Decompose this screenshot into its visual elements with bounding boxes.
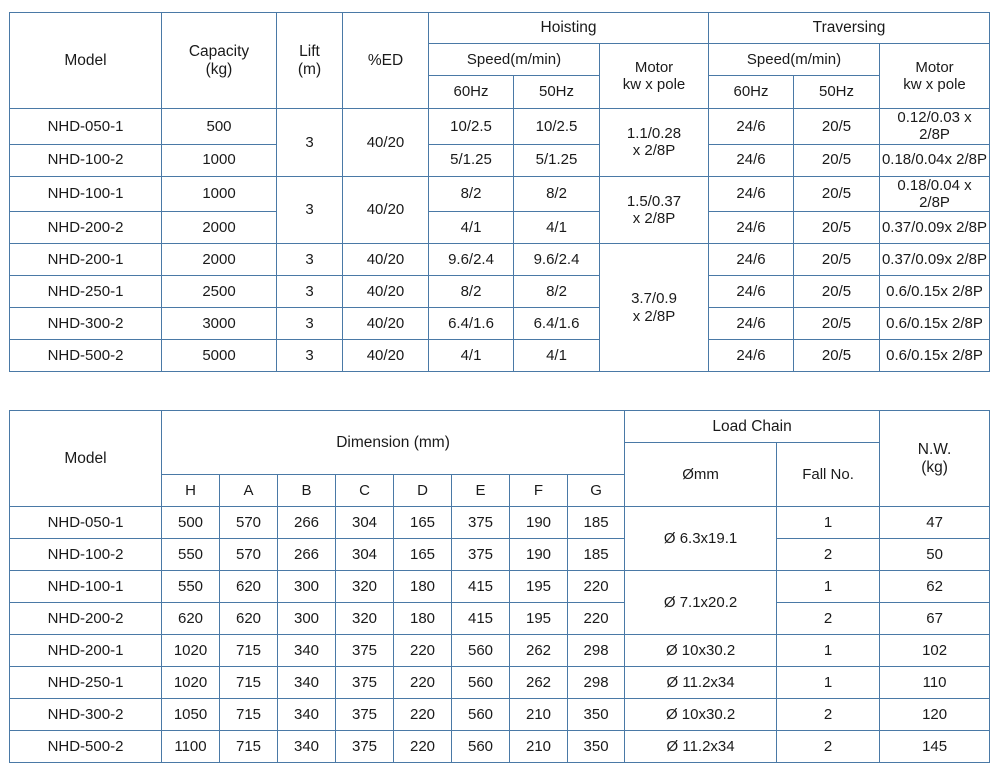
ed-cell: 40/20 [343,340,429,372]
dim-a-cell: 715 [220,731,278,763]
trav-60hz-cell: 24/6 [709,109,794,145]
hoist-60hz-cell: 4/1 [429,212,514,244]
hoist-50hz-cell: 4/1 [514,340,600,372]
dim-d-cell: 180 [394,603,452,635]
trav-60hz-cell: 24/6 [709,176,794,212]
dim-e-cell: 560 [452,731,510,763]
dim-d-cell: 220 [394,731,452,763]
lift-cell: 3 [277,176,343,244]
header-model: Model [10,411,162,507]
dim-e-cell: 415 [452,571,510,603]
nw-cell: 120 [880,699,990,731]
hoist-60hz-cell: 10/2.5 [429,109,514,145]
capacity-cell: 3000 [162,308,277,340]
trav-50hz-cell: 20/5 [794,276,880,308]
model-cell: NHD-100-2 [10,539,162,571]
model-cell: NHD-300-2 [10,699,162,731]
nw-cell: 50 [880,539,990,571]
header-dim-d: D [394,475,452,507]
table-row [10,340,990,372]
hoist-motor-line1: 1.5/0.37 [626,192,682,210]
dim-f-cell: 195 [510,571,568,603]
trav-motor-cell: 0.37/0.09x 2/8P [880,212,990,244]
dim-h-cell: 1020 [162,635,220,667]
chain-diameter-cell: Ø 11.2x34 [625,667,777,699]
table-row [10,109,990,145]
fall-no-cell: 1 [777,635,880,667]
model-cell: NHD-200-1 [10,635,162,667]
dim-d-cell: 220 [394,635,452,667]
nw-cell: 102 [880,635,990,667]
lift-cell: 3 [277,276,343,308]
trav-50hz-cell: 20/5 [794,212,880,244]
trav-motor-cell: 0.37/0.09x 2/8P [880,244,990,276]
header-traversing-60hz: 60Hz [709,76,794,109]
dim-a-cell: 715 [220,635,278,667]
table-row [10,212,990,244]
header-dim-h: H [162,475,220,507]
table-row [10,144,990,176]
dim-a-cell: 570 [220,539,278,571]
fall-no-cell: 1 [777,667,880,699]
trav-50hz-cell: 20/5 [794,176,880,212]
dim-c-cell: 375 [336,731,394,763]
header-capacity-label: Capacity [188,42,250,60]
ed-cell: 40/20 [343,276,429,308]
hoist-motor-line1: 1.1/0.28 [626,125,682,142]
chain-diameter-cell: Ø 6.3x19.1 [625,507,777,571]
table-row [10,507,990,539]
hoist-50hz-cell: 8/2 [514,176,600,212]
dim-b-cell: 340 [278,731,336,763]
table-row [10,667,990,699]
dim-g-cell: 350 [568,731,625,763]
table-row [10,244,990,276]
dim-c-cell: 320 [336,603,394,635]
dim-c-cell: 320 [336,571,394,603]
header-lift-unit: (m) [297,60,322,78]
trav-60hz-cell: 24/6 [709,144,794,176]
ed-cell: 40/20 [343,176,429,244]
dim-g-cell: 220 [568,571,625,603]
dim-g-cell: 220 [568,603,625,635]
fall-no-cell: 1 [777,507,880,539]
hoist-motor-line2: x 2/8P [632,209,676,227]
header-traversing-50hz: 50Hz [794,76,880,109]
dim-a-cell: 620 [220,571,278,603]
dim-d-cell: 165 [394,539,452,571]
trav-motor-cell: 0.6/0.15x 2/8P [880,308,990,340]
dim-f-cell: 190 [510,539,568,571]
ed-cell: 40/20 [343,308,429,340]
dim-e-cell: 375 [452,539,510,571]
trav-60hz-cell: 24/6 [709,340,794,372]
lift-cell: 3 [277,340,343,372]
model-cell: NHD-500-2 [10,340,162,372]
header-capacity [162,13,277,109]
hoist-60hz-cell: 6.4/1.6 [429,308,514,340]
dim-a-cell: 570 [220,507,278,539]
hoist-50hz-cell: 9.6/2.4 [514,244,600,276]
dim-g-cell: 298 [568,635,625,667]
dim-h-cell: 550 [162,539,220,571]
hoist-motor-line2: x 2/8P [632,142,676,160]
header-capacity-unit: (kg) [205,60,233,78]
dim-b-cell: 266 [278,539,336,571]
dim-h-cell: 550 [162,571,220,603]
capacity-cell: 1000 [162,144,277,176]
nw-cell: 47 [880,507,990,539]
dim-b-cell: 300 [278,571,336,603]
hoist-50hz-cell: 5/1.25 [514,144,600,176]
header-hoisting-motor-label: Motor [634,58,674,76]
nw-cell: 67 [880,603,990,635]
dim-a-cell: 715 [220,699,278,731]
lift-cell: 3 [277,308,343,340]
dim-g-cell: 298 [568,667,625,699]
table-row [10,603,990,635]
hoist-60hz-cell: 8/2 [429,176,514,212]
trav-60hz-cell: 24/6 [709,308,794,340]
model-cell: NHD-050-1 [10,507,162,539]
trav-motor-cell: 0.12/0.03 x 2/8P [880,109,990,145]
dim-e-cell: 560 [452,699,510,731]
hoist-50hz-cell: 4/1 [514,212,600,244]
header-nw-unit: (kg) [921,458,948,476]
trav-motor-cell: 0.18/0.04 x 2/8P [880,176,990,212]
ed-cell: 40/20 [343,244,429,276]
header-hoisting-motor-unit: kw x pole [622,76,686,93]
model-cell: NHD-100-2 [10,144,162,176]
header-ed: %ED [343,13,429,109]
chain-diameter-cell: Ø 7.1x20.2 [625,571,777,635]
header-dim-c: C [336,475,394,507]
dim-h-cell: 1100 [162,731,220,763]
model-cell: NHD-200-2 [10,603,162,635]
header-diameter: Ømm [625,443,777,507]
hoist-motor-line2: x 2/8P [632,307,676,325]
model-cell: NHD-250-1 [10,667,162,699]
hoist-60hz-cell: 5/1.25 [429,144,514,176]
trav-50hz-cell: 20/5 [794,308,880,340]
dim-f-cell: 262 [510,667,568,699]
dim-b-cell: 300 [278,603,336,635]
header-dim-b: B [278,475,336,507]
hoist-50hz-cell: 10/2.5 [514,109,600,145]
model-cell: NHD-100-1 [10,176,162,212]
model-cell: NHD-200-1 [10,244,162,276]
fall-no-cell: 2 [777,731,880,763]
header-fall-no: Fall No. [777,443,880,507]
dim-d-cell: 220 [394,699,452,731]
model-cell: NHD-050-1 [10,109,162,145]
header-hoisting: Hoisting [429,13,709,44]
spec-table-hoisting-traversing [9,12,990,372]
fall-no-cell: 2 [777,539,880,571]
hoist-motor-cell [600,176,709,244]
capacity-cell: 1000 [162,176,277,212]
header-hoisting-50hz: 50Hz [514,76,600,109]
header-traversing-motor-unit: kw x pole [903,76,966,93]
trav-50hz-cell: 20/5 [794,144,880,176]
header-load-chain: Load Chain [625,411,880,443]
capacity-cell: 5000 [162,340,277,372]
hoist-50hz-cell: 6.4/1.6 [514,308,600,340]
fall-no-cell: 2 [777,603,880,635]
dim-b-cell: 266 [278,507,336,539]
table-row [10,308,990,340]
header-hoisting-speed: Speed(m/min) [429,44,600,76]
chain-diameter-cell: Ø 11.2x34 [625,731,777,763]
trav-50hz-cell: 20/5 [794,244,880,276]
chain-diameter-cell: Ø 10x30.2 [625,699,777,731]
dim-e-cell: 415 [452,603,510,635]
capacity-cell: 2000 [162,244,277,276]
dim-c-cell: 375 [336,667,394,699]
hoist-60hz-cell: 9.6/2.4 [429,244,514,276]
hoist-motor-cell [600,244,709,372]
hoist-motor-line1: 3.7/0.9 [631,290,677,308]
dim-h-cell: 1020 [162,667,220,699]
dim-c-cell: 304 [336,539,394,571]
dim-c-cell: 304 [336,507,394,539]
lift-cell: 3 [277,109,343,177]
hoist-motor-cell [600,109,709,177]
dim-g-cell: 185 [568,539,625,571]
dim-e-cell: 560 [452,635,510,667]
table-row [10,731,990,763]
dim-f-cell: 262 [510,635,568,667]
dim-h-cell: 500 [162,507,220,539]
header-traversing: Traversing [709,13,990,44]
header-lift [277,13,343,109]
dim-f-cell: 210 [510,699,568,731]
dim-d-cell: 165 [394,507,452,539]
dim-f-cell: 190 [510,507,568,539]
header-nw-label: N.W. [917,440,952,458]
dim-g-cell: 185 [568,507,625,539]
spec-table-dimensions [9,410,990,763]
fall-no-cell: 1 [777,571,880,603]
trav-50hz-cell: 20/5 [794,109,880,145]
dim-a-cell: 715 [220,667,278,699]
dim-e-cell: 560 [452,667,510,699]
hoist-50hz-cell: 8/2 [514,276,600,308]
dim-c-cell: 375 [336,635,394,667]
model-cell: NHD-250-1 [10,276,162,308]
trav-motor-cell: 0.6/0.15x 2/8P [880,276,990,308]
model-cell: NHD-200-2 [10,212,162,244]
dim-h-cell: 1050 [162,699,220,731]
ed-cell: 40/20 [343,109,429,177]
fall-no-cell: 2 [777,699,880,731]
dim-d-cell: 220 [394,667,452,699]
dim-e-cell: 375 [452,507,510,539]
header-model: Model [10,13,162,109]
nw-cell: 145 [880,731,990,763]
trav-motor-cell: 0.6/0.15x 2/8P [880,340,990,372]
table-row [10,635,990,667]
header-hoisting-60hz: 60Hz [429,76,514,109]
dim-f-cell: 210 [510,731,568,763]
header-dim-a: A [220,475,278,507]
trav-60hz-cell: 24/6 [709,244,794,276]
nw-cell: 110 [880,667,990,699]
hoist-60hz-cell: 4/1 [429,340,514,372]
trav-60hz-cell: 24/6 [709,276,794,308]
dim-d-cell: 180 [394,571,452,603]
table-row [10,699,990,731]
table-row [10,276,990,308]
table-row [10,176,990,212]
trav-motor-cell: 0.18/0.04x 2/8P [880,144,990,176]
header-traversing-motor-label: Motor [915,58,954,76]
dim-h-cell: 620 [162,603,220,635]
trav-50hz-cell: 20/5 [794,340,880,372]
nw-cell: 62 [880,571,990,603]
header-dim-f: F [510,475,568,507]
header-dim-g: G [568,475,625,507]
header-dimension: Dimension (mm) [162,411,625,475]
trav-60hz-cell: 24/6 [709,212,794,244]
capacity-cell: 2500 [162,276,277,308]
model-cell: NHD-100-1 [10,571,162,603]
header-lift-label: Lift [299,42,320,60]
dim-b-cell: 340 [278,699,336,731]
header-dim-e: E [452,475,510,507]
header-traversing-speed: Speed(m/min) [709,44,880,76]
dim-b-cell: 340 [278,635,336,667]
capacity-cell: 2000 [162,212,277,244]
dim-f-cell: 195 [510,603,568,635]
model-cell: NHD-300-2 [10,308,162,340]
model-cell: NHD-500-2 [10,731,162,763]
dim-b-cell: 340 [278,667,336,699]
table-row [10,539,990,571]
header-hoisting-motor [600,44,709,109]
chain-diameter-cell: Ø 10x30.2 [625,635,777,667]
hoist-60hz-cell: 8/2 [429,276,514,308]
dim-c-cell: 375 [336,699,394,731]
capacity-cell: 500 [162,109,277,145]
header-traversing-motor [880,44,990,109]
header-nw [880,411,990,507]
dim-g-cell: 350 [568,699,625,731]
lift-cell: 3 [277,244,343,276]
dim-a-cell: 620 [220,603,278,635]
table-row [10,571,990,603]
